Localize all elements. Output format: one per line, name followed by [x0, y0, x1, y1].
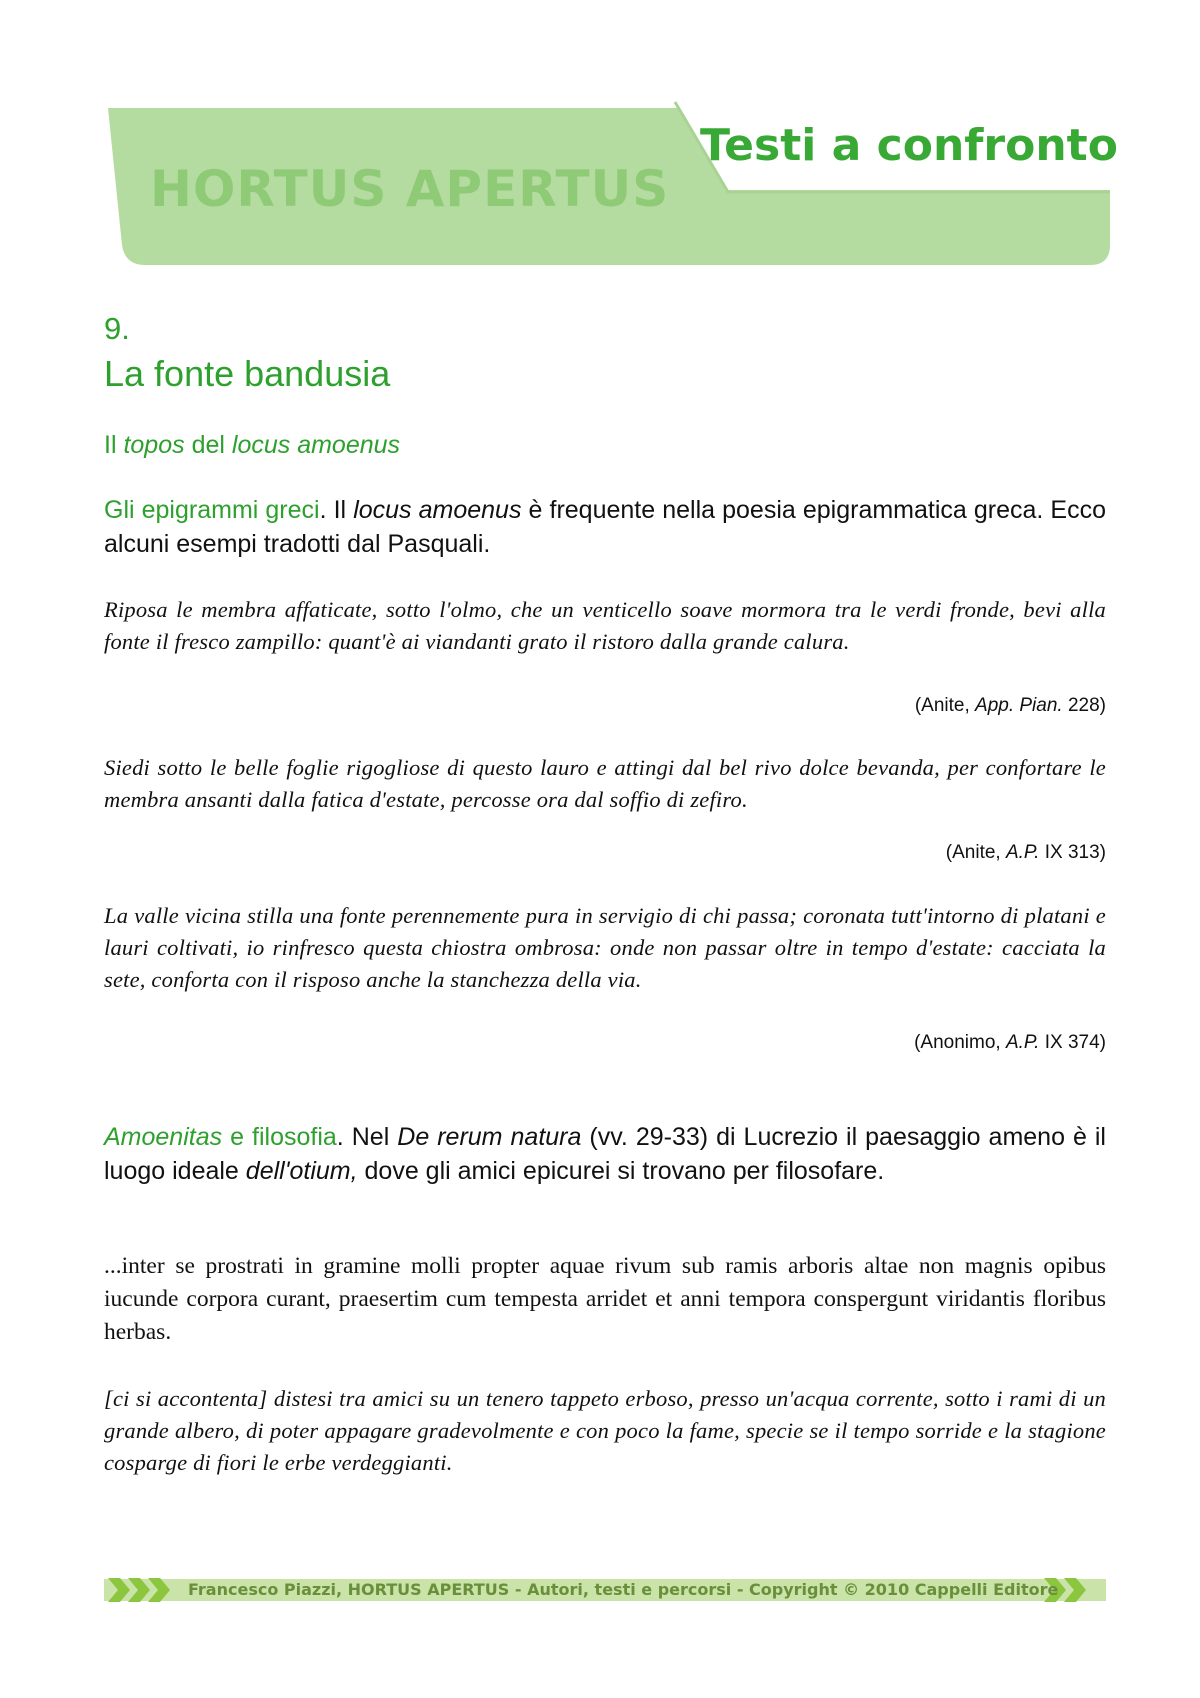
section2-heading [104, 1123, 337, 1151]
page-footer [104, 1572, 1106, 1608]
section2-text-b: (vv. 29-33) di Lucrezio il paesaggio ameno è il luogo ideale [104, 1123, 1106, 1185]
section2-em-otium: dell'otium, [245, 1157, 358, 1185]
subtitle-pre: Il [104, 431, 124, 459]
cite-ref: IX 313) [1039, 842, 1106, 863]
chapter-title: La fonte bandusia [104, 353, 391, 394]
footer-copyright: Francesco Piazzi, HORTUS APERTUS - Autori, testi e percorsi - Copyright © 2010 Cappelli Editore [188, 1580, 1059, 1599]
cite-ref: 228) [1062, 695, 1106, 716]
section1-text-b: è frequente nella poesia epigrammatica greca. Ecco alcuni esempi tradotti dal Pasquali. [104, 496, 1107, 558]
quote-citation [915, 696, 1106, 715]
section-title: Testi a confronto [700, 120, 1118, 171]
brand-title: HORTUS APERTUS [150, 160, 670, 218]
latin-passage: ...inter se prostrati in gramine molli propter aquae rivum sub ramis arboris altae non magnis opibus iucunde corpora curant, praesertim cum tempesta arridet et anni tempora conspergunt viridantis floribus herbas. [104, 1253, 1106, 1345]
cite-work: App. Pian. [975, 695, 1063, 716]
translation-passage: [ci si accontenta] distesi tra amici su un tenero tappeto erboso, presso un'acqua corrente, sotto i rami di un grande albero, di poter appagare gradevolmente e con poco la fame, specie se il tempo sorride e la stagione cosparge di fiori le erbe verdeggianti. [104, 1386, 1106, 1475]
section1-text-a: . Il [319, 496, 354, 524]
section2-paragraph [104, 1120, 1106, 1188]
section2-heading-em: Amoenitas [104, 1123, 223, 1151]
cite-work: A.P. [1005, 1032, 1040, 1053]
section1-paragraph [104, 493, 1106, 561]
quote-text: Riposa le membra affaticate, sotto l'olmo, che un venticello soave mormora tra le verdi fronde, bevi alla fonte il fresco zampillo: quant'è ai viandanti grato il ristoro dalla grande calura. [104, 597, 1106, 654]
cite-author: (Anonimo, [914, 1032, 1006, 1053]
cite-author: (Anite, [945, 842, 1006, 863]
header-banner [100, 100, 1118, 270]
section1-em: locus amoenus [353, 496, 522, 524]
subtitle-em-topos: topos [123, 431, 185, 459]
cite-author: (Anite, [914, 695, 976, 716]
section2-em-work: De rerum natura [397, 1123, 582, 1151]
quote-citation [914, 1033, 1106, 1052]
quote-citation [946, 843, 1106, 862]
quote-text: La valle vicina stilla una fonte perennemente pura in servigio di chi passa; coronata tutt'intorno di platani e lauri coltivati, io rinfresco questa chiostra ombrosa: onde non passar oltre in tempo d'estate: cacciata la sete, conforta con il risposo anche la stanchezza della via. [104, 903, 1106, 992]
section2-text-c: dove gli amici epicurei si trovano per filosofare. [357, 1157, 885, 1185]
cite-ref: IX 374) [1039, 1032, 1106, 1053]
chapter-number: 9. [104, 311, 130, 346]
quote-text: Siedi sotto le belle foglie rigogliose di questo lauro e attingi dal bel rivo dolce bevanda, per confortare le membra ansanti dalla fatica d'estate, percosse ora dal soffio di zefiro. [104, 755, 1106, 812]
section2-heading-rest: e filosofia [222, 1123, 337, 1151]
subtitle-em-locus: locus amoenus [231, 431, 401, 459]
section2-text-a: . Nel [336, 1123, 398, 1151]
subtitle-mid: del [184, 431, 232, 459]
chapter-subtitle [104, 433, 400, 458]
cite-work: A.P. [1005, 842, 1040, 863]
section1-heading: Gli epigrammi greci [104, 496, 320, 524]
